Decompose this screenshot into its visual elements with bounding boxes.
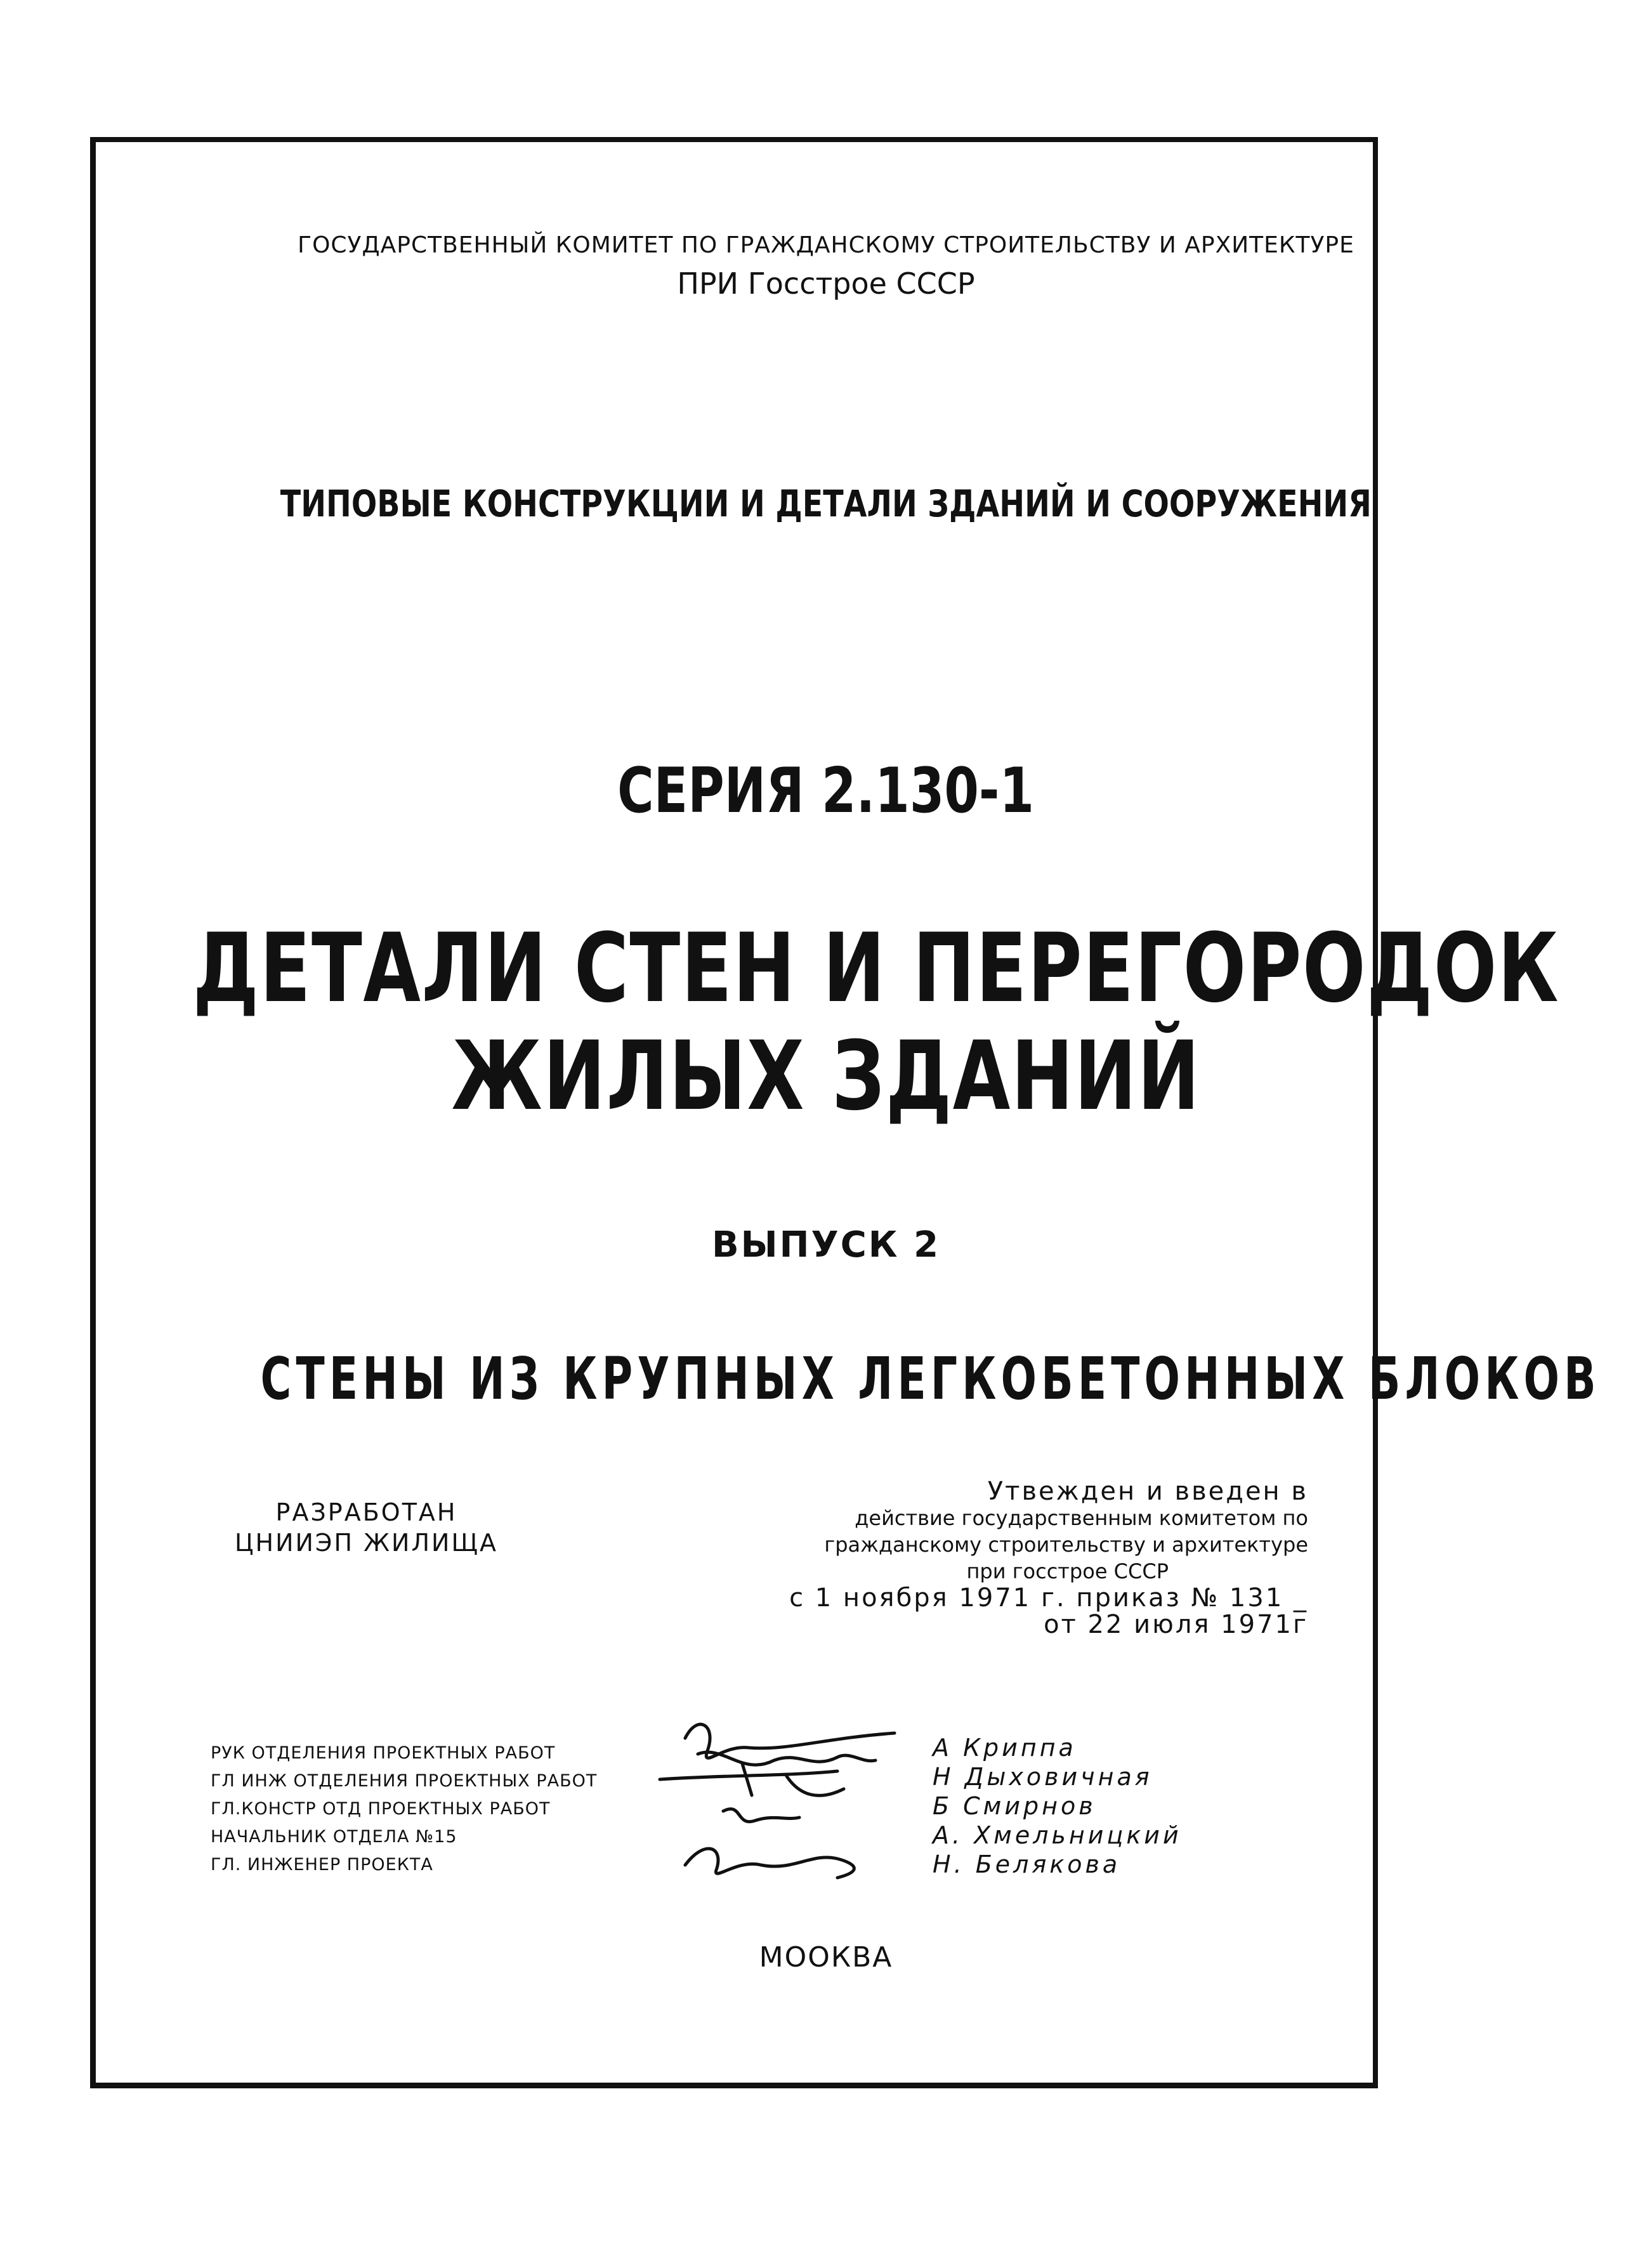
agency-line-2: ПРИ Госстрое СССР (677, 266, 975, 301)
approval-line-4: при госстрое СССР (966, 1559, 1169, 1583)
signature-5 (685, 1849, 854, 1878)
staff-role: ГЛ.КОНСТР ОТД ПРОЕКТНЫХ РАБОТ (211, 1799, 551, 1819)
signatures (647, 1700, 901, 1903)
staff-name: Н Дыховичная (933, 1763, 1153, 1791)
developer-org: ЦНИИЭП ЖИЛИЩА (235, 1529, 499, 1557)
approval-line-1: Утвежден и введен в (987, 1477, 1308, 1506)
staff-role: ГЛ. ИНЖЕНЕР ПРОЕКТА (211, 1855, 433, 1875)
staff-roles (211, 1739, 597, 1879)
document-subtitle (0, 1345, 1652, 1413)
approval-line-3: гражданскому строительству и архитектуре (824, 1533, 1308, 1557)
developer-block (235, 1497, 498, 1558)
staff-name: А Криппа (933, 1734, 1077, 1762)
signature-4 (723, 1809, 799, 1822)
city: МООКВА (759, 1941, 893, 1974)
staff-names (933, 1733, 1182, 1879)
series-number (0, 755, 1652, 827)
staff-name: Б Смирнов (933, 1792, 1096, 1820)
series-name-text: ТИПОВЫЕ КОНСТРУКЦИИ И ДЕТАЛИ ЗДАНИЙ И СООРУЖЕНИЯ (280, 482, 1372, 525)
approval-line-2: действие государственным комитетом по (855, 1506, 1308, 1530)
series-number-text: СЕРИЯ 2.130-1 (617, 755, 1035, 827)
issue-label: ВЫПУСК 2 (711, 1224, 941, 1266)
subtitle-text: СТЕНЫ ИЗ КРУПНЫХ ЛЕГКОБЕТОННЫХ БЛОКОВ (260, 1345, 1601, 1413)
approval-line-5: с 1 ноября 1971 г. приказ № 131 _ (789, 1583, 1308, 1613)
approval-line-6: от 22 июля 1971г (1044, 1610, 1308, 1639)
staff-role: ГЛ ИНЖ ОТДЕЛЕНИЯ ПРОЕКТНЫХ РАБОТ (211, 1771, 598, 1791)
staff-name: А. Хмельницкий (933, 1821, 1182, 1849)
agency-line-1: ГОСУДАРСТВЕННЫЙ КОМИТЕТ ПО ГРАЖДАНСКОМУ СТРОИТЕЛЬСТВУ И АРХИТЕКТУРЕ (298, 232, 1354, 258)
title-line-2-text: ЖИЛЫХ ЗДАНИЙ (451, 1021, 1201, 1132)
staff-role: РУК ОТДЕЛЕНИЯ ПРОЕКТНЫХ РАБОТ (211, 1743, 556, 1763)
developer-label: РАЗРАБОТАН (275, 1498, 457, 1526)
signature-3 (660, 1764, 844, 1795)
approval-block (789, 1478, 1308, 1638)
staff-role: НАЧАЛЬНИК ОТДЕЛА №15 (211, 1827, 457, 1847)
document-title-line-1 (0, 913, 1652, 1024)
signature-2 (698, 1752, 875, 1765)
staff-name: Н. Белякова (933, 1850, 1121, 1878)
series-name (0, 482, 1652, 525)
title-line-1-text: ДЕТАЛИ СТЕН И ПЕРЕГОРОДОК (192, 913, 1560, 1024)
document-title-line-2 (0, 1021, 1652, 1132)
